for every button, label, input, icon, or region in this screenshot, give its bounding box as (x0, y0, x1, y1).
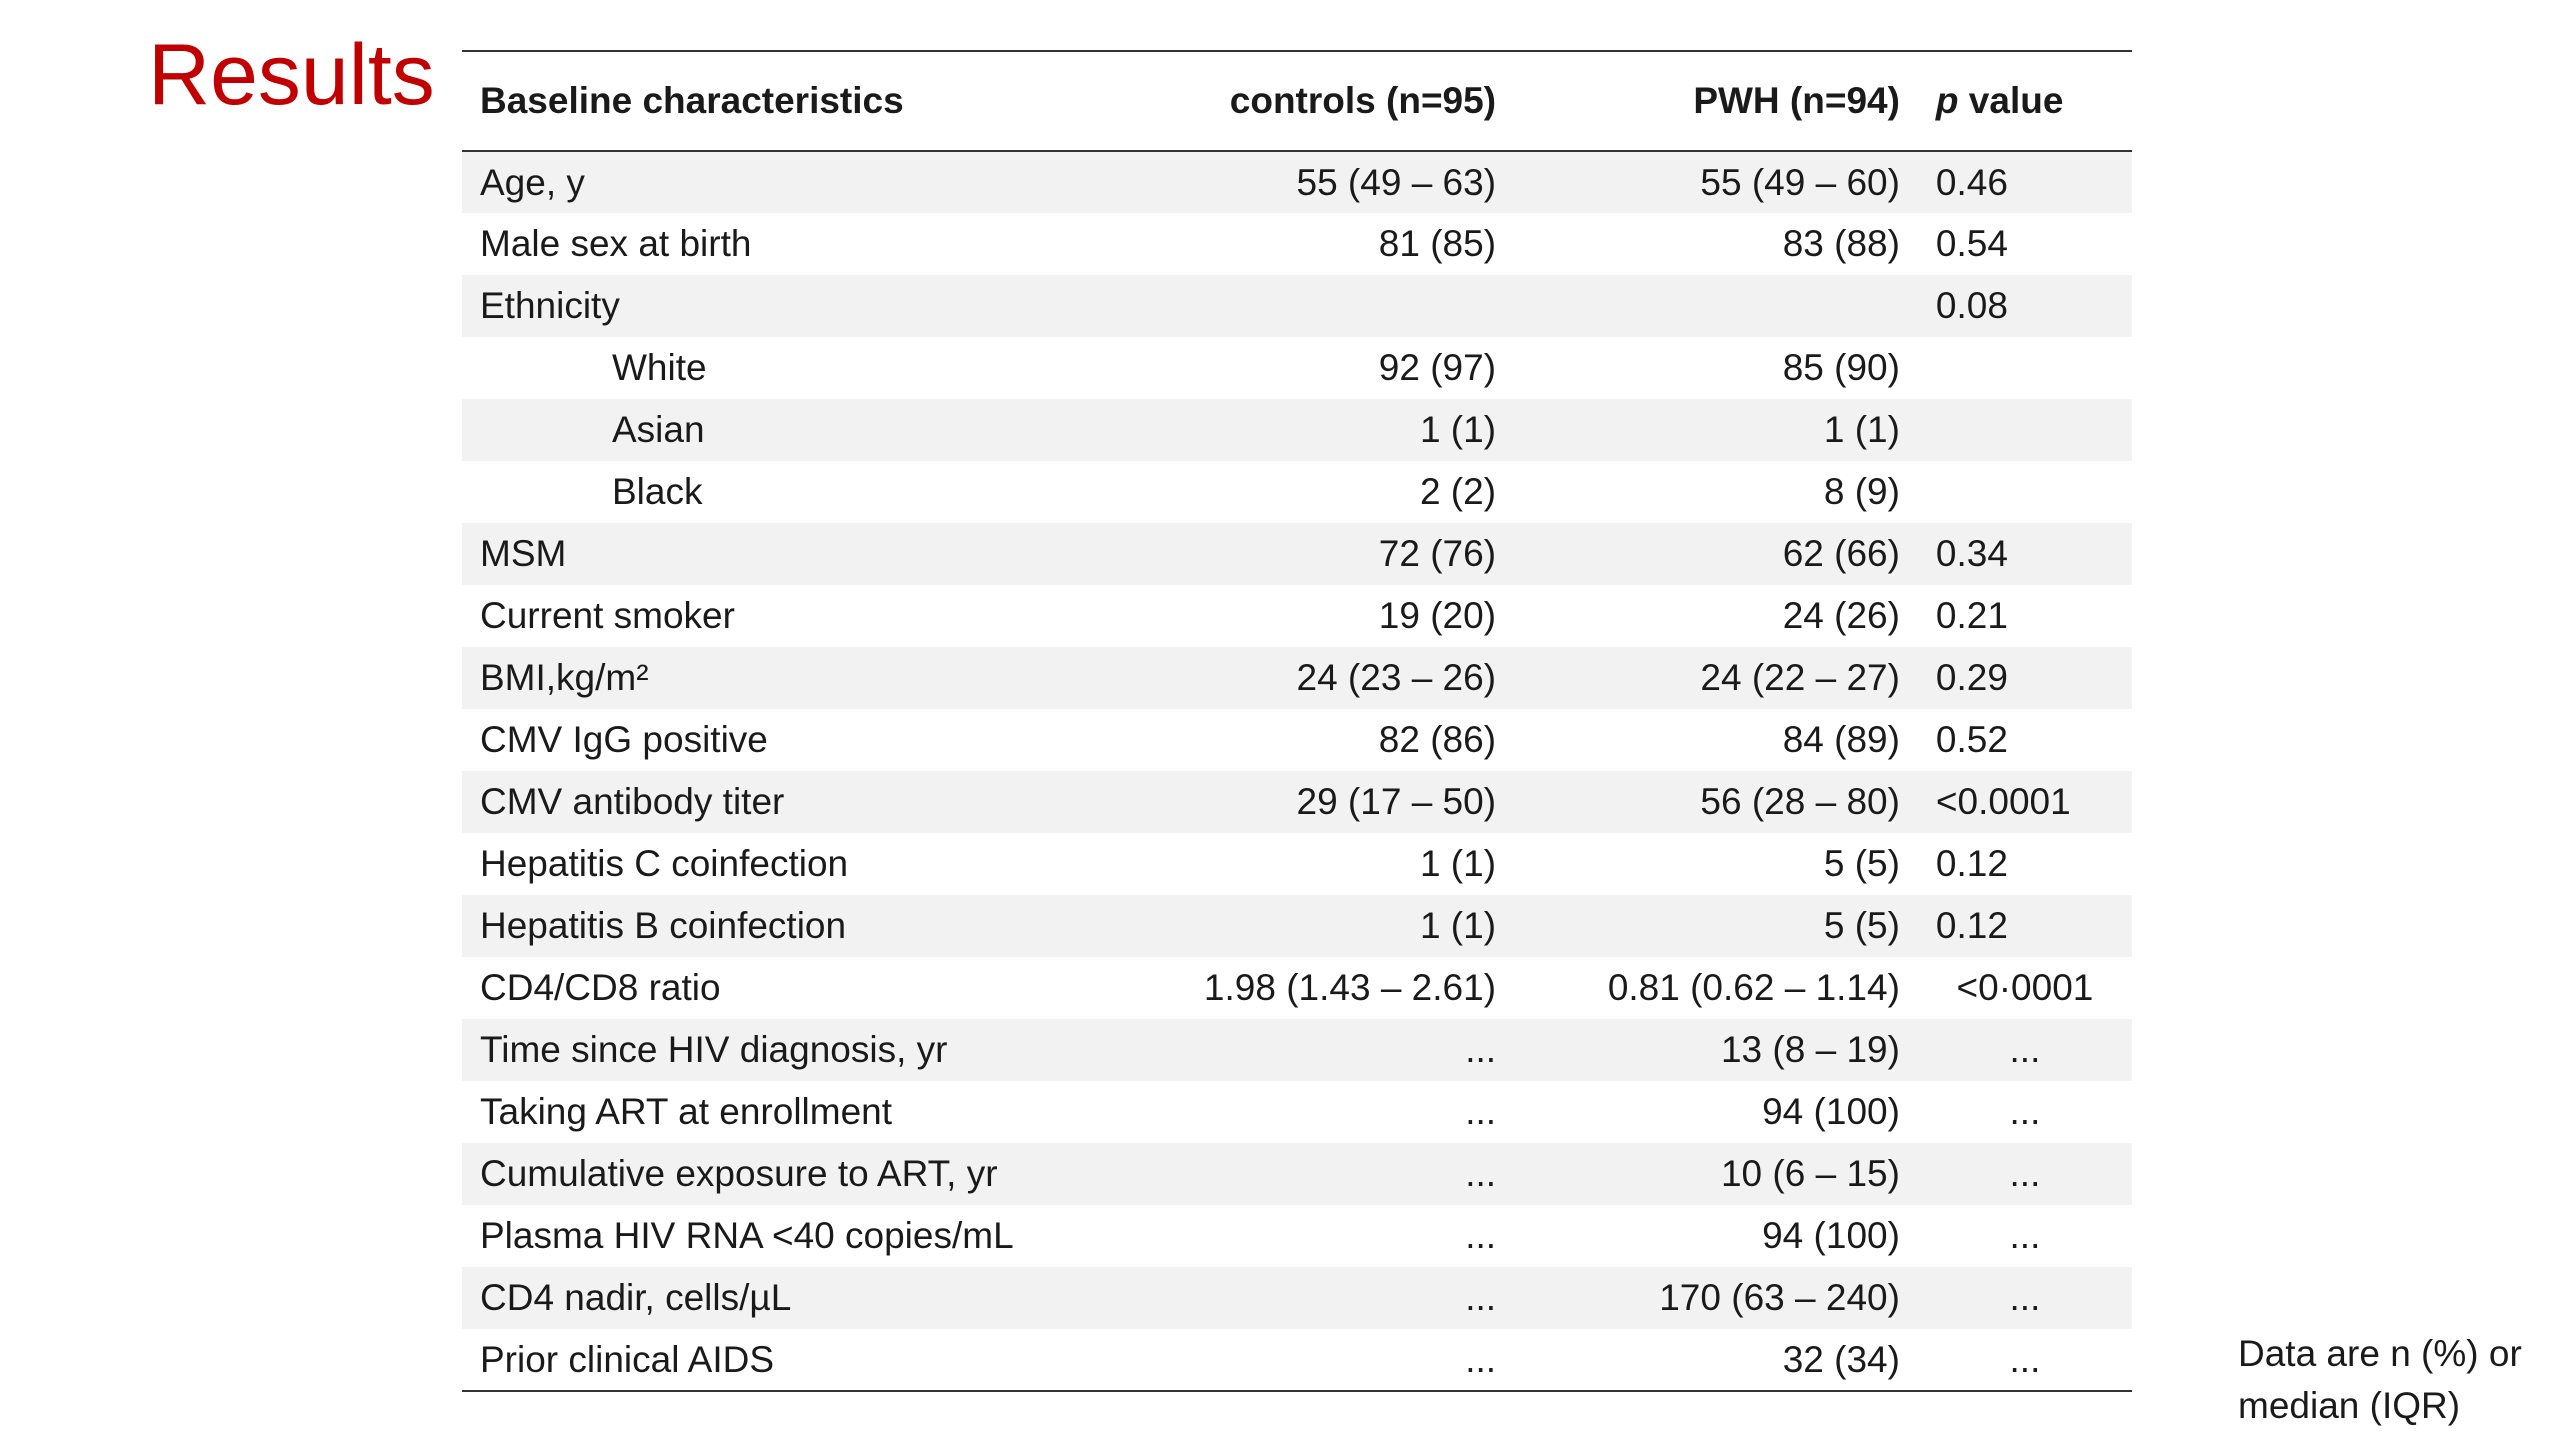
cell-characteristic: Male sex at birth (480, 223, 752, 264)
table-header-row (462, 51, 2132, 151)
cell-p-value: 0.29 (1935, 657, 2008, 698)
cell-pwh: 5 (5) (1823, 905, 1900, 946)
table-row (462, 151, 2132, 213)
cell-p-value: 0.34 (1935, 533, 2008, 574)
slide-title: Results (148, 27, 435, 123)
table-row (462, 1143, 2132, 1205)
cell-p-value: ... (2009, 1153, 2041, 1194)
cell-controls: 55 (49 – 63) (1296, 161, 1497, 203)
cell-pwh: 94 (100) (1762, 1091, 1900, 1132)
cell-controls: 24 (23 – 26) (1296, 657, 1497, 698)
cell-pwh: 84 (89) (1782, 719, 1900, 760)
cell-p-value: 0.12 (1935, 843, 2008, 884)
cell-characteristic: BMI,kg/m² (480, 657, 649, 698)
cell-p-value: 0.12 (1935, 905, 2008, 946)
table-row (462, 213, 2132, 275)
cell-p-value (1918, 461, 2132, 523)
table-row (462, 399, 2132, 461)
cell-characteristic: Prior clinical AIDS (480, 1338, 775, 1380)
cell-characteristic: Taking ART at enrollment (480, 1091, 893, 1132)
cell-controls: ... (1465, 1277, 1497, 1318)
cell-controls: 29 (17 – 50) (1296, 781, 1497, 822)
table-row (462, 1205, 2132, 1267)
cell-characteristic: CMV antibody titer (480, 781, 785, 822)
table-row (462, 709, 2132, 771)
table-row (462, 337, 2132, 399)
table-row (462, 1019, 2132, 1081)
cell-pwh: 56 (28 – 80) (1700, 781, 1900, 822)
cell-characteristic: Ethnicity (480, 285, 620, 326)
cell-pwh: 5 (5) (1823, 843, 1900, 884)
cell-controls: ... (1465, 1338, 1497, 1380)
baseline-characteristics-table (462, 50, 2132, 1392)
table-row (462, 771, 2132, 833)
cell-characteristic: Black (612, 471, 703, 512)
cell-characteristic: CD4/CD8 ratio (480, 967, 721, 1008)
table-row (462, 833, 2132, 895)
cell-controls: 2 (2) (1419, 471, 1497, 512)
header-baseline-characteristics: Baseline characteristics (480, 80, 904, 121)
cell-p-value: ... (2009, 1029, 2041, 1070)
cell-pwh (1514, 275, 1918, 337)
cell-characteristic: Cumulative exposure to ART, yr (480, 1153, 998, 1194)
table-row (462, 461, 2132, 523)
cell-p-value: 0.08 (1935, 285, 2008, 326)
header-pwh: PWH (n=94) (1693, 80, 1900, 121)
cell-controls: 1 (1) (1419, 843, 1497, 884)
cell-pwh: 1 (1) (1823, 409, 1900, 450)
cell-pwh: 24 (26) (1782, 595, 1900, 636)
table-row (462, 523, 2132, 585)
table-row (462, 895, 2132, 957)
header-p-value (1918, 51, 2132, 151)
cell-controls: 1 (1) (1419, 905, 1497, 946)
cell-p-value (1918, 337, 2132, 399)
header-p-rest: value (1958, 80, 2064, 121)
cell-p-value: <0.0001 (1935, 781, 2071, 822)
cell-pwh: 0.81 (0.62 – 1.14) (1607, 967, 1900, 1008)
table-row (462, 1081, 2132, 1143)
cell-pwh: 10 (6 – 15) (1720, 1153, 1900, 1194)
cell-characteristic: Age, y (480, 161, 585, 203)
cell-controls: ... (1465, 1215, 1497, 1256)
cell-controls: ... (1465, 1153, 1497, 1194)
cell-p-value: 0.54 (1935, 223, 2008, 264)
footnote-line-2: median (IQR) (2238, 1385, 2461, 1426)
cell-pwh: 32 (34) (1782, 1338, 1900, 1380)
cell-p-value: ... (2009, 1091, 2041, 1132)
table-row (462, 957, 2132, 1019)
cell-controls: 81 (85) (1378, 223, 1497, 264)
cell-p-value: <0·0001 (1956, 967, 2094, 1008)
header-p-italic: p (1935, 80, 1959, 121)
cell-p-value: ... (2009, 1215, 2041, 1256)
cell-characteristic: Time since HIV diagnosis, yr (480, 1029, 948, 1070)
cell-controls: 1 (1) (1419, 409, 1497, 450)
cell-controls: 1.98 (1.43 – 2.61) (1203, 967, 1497, 1008)
cell-p-value: ... (2009, 1338, 2041, 1380)
cell-p-value: 0.46 (1935, 161, 2008, 203)
cell-characteristic: Hepatitis B coinfection (480, 905, 847, 946)
cell-pwh: 85 (90) (1782, 347, 1900, 388)
footnote (2238, 1328, 2522, 1432)
cell-pwh: 83 (88) (1782, 223, 1900, 264)
cell-p-value (1918, 399, 2132, 461)
table-row (462, 1267, 2132, 1329)
table-row (462, 275, 2132, 337)
cell-controls: 92 (97) (1378, 347, 1497, 388)
cell-controls: 82 (86) (1378, 719, 1497, 760)
table-row (462, 647, 2132, 709)
cell-pwh: 13 (8 – 19) (1720, 1029, 1900, 1070)
cell-pwh: 94 (100) (1762, 1215, 1900, 1256)
table-row (462, 585, 2132, 647)
cell-characteristic: Current smoker (480, 595, 735, 636)
cell-pwh: 62 (66) (1782, 533, 1900, 574)
cell-characteristic: Plasma HIV RNA <40 copies/mL (480, 1215, 1014, 1256)
cell-pwh: 170 (63 – 240) (1659, 1277, 1900, 1318)
cell-controls: 72 (76) (1378, 533, 1497, 574)
cell-pwh: 8 (9) (1823, 471, 1900, 512)
cell-controls: 19 (20) (1378, 595, 1497, 636)
cell-characteristic: CD4 nadir, cells/µL (480, 1277, 792, 1318)
cell-p-value: 0.21 (1935, 595, 2008, 636)
cell-controls: ... (1465, 1091, 1497, 1132)
cell-characteristic: White (612, 347, 707, 388)
cell-controls (1150, 275, 1514, 337)
header-controls: controls (n=95) (1229, 80, 1497, 121)
table-body (462, 151, 2132, 1391)
footnote-line-1: Data are n (%) or (2238, 1333, 2522, 1374)
cell-controls: ... (1465, 1029, 1497, 1070)
cell-p-value: 0.52 (1935, 719, 2008, 760)
cell-characteristic: Asian (612, 409, 705, 450)
cell-pwh: 55 (49 – 60) (1700, 161, 1900, 203)
cell-pwh: 24 (22 – 27) (1700, 657, 1900, 698)
cell-p-value: ... (2009, 1277, 2041, 1318)
baseline-table-container (462, 50, 2132, 1392)
cell-characteristic: MSM (480, 533, 567, 574)
cell-characteristic: Hepatitis C coinfection (480, 843, 849, 884)
cell-characteristic: CMV IgG positive (480, 719, 768, 760)
table-row (462, 1329, 2132, 1391)
